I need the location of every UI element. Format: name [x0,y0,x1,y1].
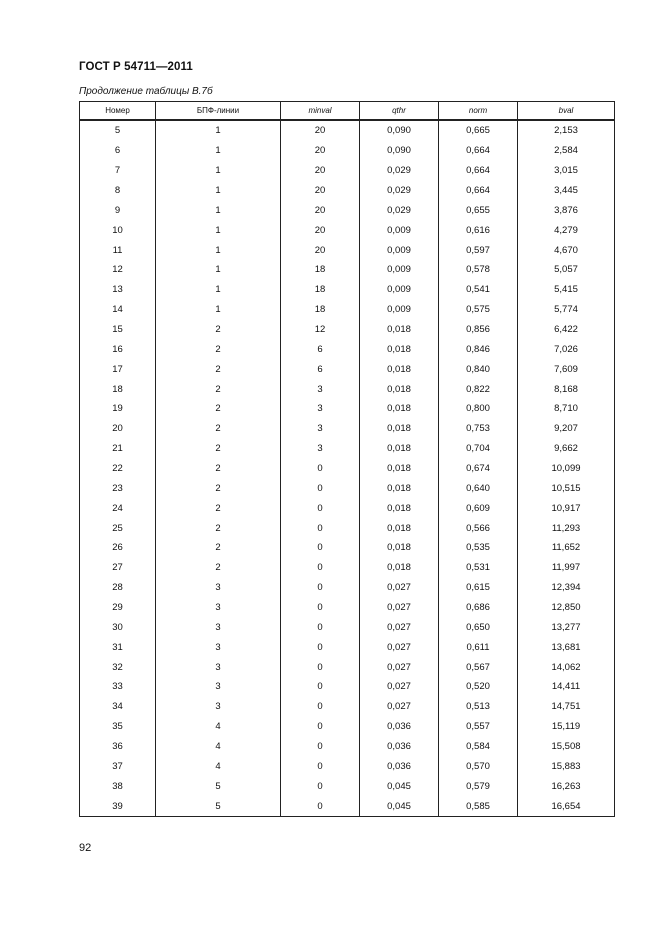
cell-norm: 0,520 [439,677,518,697]
table-row [80,677,615,697]
table-row [80,538,615,558]
cell-qthr: 0,090 [360,141,439,161]
cell-minval: 0 [281,677,360,697]
cell-qthr: 0,009 [360,300,439,320]
table-row [80,220,615,240]
cell-minval: 3 [281,419,360,439]
cell-qthr: 0,018 [360,558,439,578]
cell-qthr: 0,018 [360,339,439,359]
cell-bval: 15,883 [518,757,615,777]
table-row [80,399,615,419]
cell-fft-lines: 2 [156,399,281,419]
table-caption: Продолжение таблицы В.7б [79,86,213,97]
table-row [80,300,615,320]
cell-fft-lines: 4 [156,757,281,777]
column-header-fft-lines: БПФ-линии [156,102,281,121]
table-row [80,558,615,578]
cell-qthr: 0,018 [360,399,439,419]
cell-minval: 0 [281,498,360,518]
cell-norm: 0,840 [439,359,518,379]
cell-minval: 0 [281,459,360,479]
cell-number: 8 [80,181,156,201]
cell-fft-lines: 1 [156,161,281,181]
table-row [80,637,615,657]
cell-number: 24 [80,498,156,518]
cell-number: 18 [80,379,156,399]
table-row [80,459,615,479]
cell-fft-lines: 2 [156,498,281,518]
cell-qthr: 0,027 [360,697,439,717]
table-row [80,240,615,260]
cell-qthr: 0,027 [360,578,439,598]
cell-norm: 0,800 [439,399,518,419]
cell-qthr: 0,045 [360,796,439,816]
cell-bval: 4,670 [518,240,615,260]
table-row [80,280,615,300]
cell-fft-lines: 2 [156,558,281,578]
cell-qthr: 0,018 [360,359,439,379]
cell-norm: 0,615 [439,578,518,598]
table-row [80,617,615,637]
cell-qthr: 0,009 [360,280,439,300]
cell-number: 13 [80,280,156,300]
cell-number: 26 [80,538,156,558]
cell-norm: 0,566 [439,518,518,538]
cell-norm: 0,535 [439,538,518,558]
cell-bval: 15,508 [518,737,615,757]
cell-norm: 0,585 [439,796,518,816]
cell-qthr: 0,018 [360,459,439,479]
cell-number: 22 [80,459,156,479]
cell-fft-lines: 4 [156,717,281,737]
cell-minval: 0 [281,478,360,498]
cell-number: 25 [80,518,156,538]
table-body [80,120,615,817]
cell-minval: 18 [281,280,360,300]
cell-bval: 11,293 [518,518,615,538]
cell-bval: 5,774 [518,300,615,320]
cell-bval: 3,015 [518,161,615,181]
cell-norm: 0,513 [439,697,518,717]
cell-minval: 20 [281,161,360,181]
cell-norm: 0,655 [439,200,518,220]
cell-bval: 12,394 [518,578,615,598]
cell-qthr: 0,029 [360,200,439,220]
cell-minval: 20 [281,220,360,240]
table-row [80,757,615,777]
cell-bval: 10,099 [518,459,615,479]
cell-fft-lines: 3 [156,617,281,637]
cell-norm: 0,531 [439,558,518,578]
cell-minval: 0 [281,657,360,677]
cell-qthr: 0,090 [360,120,439,141]
column-header-norm: norm [439,102,518,121]
data-table [79,101,615,817]
cell-number: 7 [80,161,156,181]
cell-fft-lines: 2 [156,339,281,359]
cell-fft-lines: 1 [156,300,281,320]
cell-fft-lines: 3 [156,578,281,598]
cell-qthr: 0,018 [360,419,439,439]
cell-bval: 6,422 [518,320,615,340]
table-row [80,419,615,439]
cell-number: 23 [80,478,156,498]
cell-norm: 0,822 [439,379,518,399]
cell-fft-lines: 1 [156,181,281,201]
cell-qthr: 0,036 [360,757,439,777]
cell-number: 12 [80,260,156,280]
table-row [80,141,615,161]
cell-norm: 0,611 [439,637,518,657]
cell-bval: 11,652 [518,538,615,558]
cell-minval: 20 [281,141,360,161]
cell-qthr: 0,027 [360,637,439,657]
cell-norm: 0,665 [439,120,518,141]
column-header-number: Номер [80,102,156,121]
cell-norm: 0,846 [439,339,518,359]
cell-qthr: 0,027 [360,598,439,618]
cell-fft-lines: 5 [156,776,281,796]
cell-minval: 0 [281,637,360,657]
cell-qthr: 0,018 [360,320,439,340]
cell-norm: 0,570 [439,757,518,777]
cell-minval: 12 [281,320,360,340]
cell-norm: 0,753 [439,419,518,439]
cell-fft-lines: 3 [156,657,281,677]
cell-bval: 15,119 [518,717,615,737]
cell-number: 16 [80,339,156,359]
table-row [80,598,615,618]
cell-minval: 0 [281,578,360,598]
cell-bval: 2,584 [518,141,615,161]
cell-number: 30 [80,617,156,637]
table-row [80,359,615,379]
cell-minval: 0 [281,776,360,796]
table-row [80,776,615,796]
table-row [80,339,615,359]
cell-norm: 0,640 [439,478,518,498]
cell-fft-lines: 2 [156,478,281,498]
cell-fft-lines: 2 [156,459,281,479]
cell-qthr: 0,009 [360,240,439,260]
cell-norm: 0,578 [439,260,518,280]
cell-minval: 3 [281,439,360,459]
cell-number: 37 [80,757,156,777]
cell-norm: 0,597 [439,240,518,260]
cell-bval: 9,207 [518,419,615,439]
cell-qthr: 0,018 [360,498,439,518]
cell-minval: 0 [281,598,360,618]
cell-bval: 8,710 [518,399,615,419]
cell-norm: 0,856 [439,320,518,340]
cell-number: 20 [80,419,156,439]
cell-norm: 0,557 [439,717,518,737]
cell-number: 36 [80,737,156,757]
document-code: ГОСТ Р 54711—2011 [79,61,193,73]
cell-qthr: 0,036 [360,717,439,737]
cell-bval: 13,277 [518,617,615,637]
table-row [80,498,615,518]
cell-bval: 9,662 [518,439,615,459]
cell-fft-lines: 3 [156,637,281,657]
cell-bval: 2,153 [518,120,615,141]
cell-minval: 0 [281,717,360,737]
cell-number: 39 [80,796,156,816]
table-row [80,796,615,816]
cell-bval: 3,876 [518,200,615,220]
table-row [80,518,615,538]
cell-minval: 20 [281,120,360,141]
cell-qthr: 0,027 [360,677,439,697]
cell-number: 29 [80,598,156,618]
cell-norm: 0,650 [439,617,518,637]
column-header-bval: bval [518,102,615,121]
cell-number: 21 [80,439,156,459]
cell-minval: 0 [281,796,360,816]
cell-fft-lines: 5 [156,796,281,816]
cell-bval: 8,168 [518,379,615,399]
cell-minval: 3 [281,379,360,399]
table-row [80,578,615,598]
cell-qthr: 0,027 [360,657,439,677]
cell-norm: 0,704 [439,439,518,459]
cell-minval: 0 [281,757,360,777]
cell-qthr: 0,045 [360,776,439,796]
cell-bval: 5,415 [518,280,615,300]
cell-bval: 16,654 [518,796,615,816]
cell-norm: 0,616 [439,220,518,240]
cell-minval: 6 [281,359,360,379]
cell-number: 27 [80,558,156,578]
table-row [80,379,615,399]
cell-norm: 0,575 [439,300,518,320]
cell-number: 15 [80,320,156,340]
cell-norm: 0,664 [439,141,518,161]
cell-qthr: 0,009 [360,220,439,240]
cell-number: 38 [80,776,156,796]
cell-number: 34 [80,697,156,717]
cell-fft-lines: 1 [156,141,281,161]
cell-number: 6 [80,141,156,161]
cell-fft-lines: 3 [156,697,281,717]
cell-norm: 0,584 [439,737,518,757]
table-row [80,657,615,677]
cell-norm: 0,567 [439,657,518,677]
cell-minval: 0 [281,617,360,637]
cell-number: 17 [80,359,156,379]
table-row [80,320,615,340]
cell-bval: 14,751 [518,697,615,717]
table-row [80,478,615,498]
cell-qthr: 0,009 [360,260,439,280]
cell-number: 5 [80,120,156,141]
cell-fft-lines: 2 [156,518,281,538]
table-row [80,717,615,737]
cell-norm: 0,664 [439,161,518,181]
cell-minval: 18 [281,300,360,320]
cell-fft-lines: 2 [156,419,281,439]
cell-number: 11 [80,240,156,260]
cell-norm: 0,609 [439,498,518,518]
cell-qthr: 0,029 [360,181,439,201]
cell-norm: 0,674 [439,459,518,479]
cell-minval: 0 [281,518,360,538]
table-header-row [80,102,615,121]
cell-fft-lines: 2 [156,379,281,399]
column-header-minval: minval [281,102,360,121]
cell-minval: 18 [281,260,360,280]
cell-qthr: 0,018 [360,538,439,558]
table-row [80,260,615,280]
cell-bval: 14,411 [518,677,615,697]
column-header-qthr: qthr [360,102,439,121]
cell-fft-lines: 1 [156,200,281,220]
cell-bval: 7,609 [518,359,615,379]
cell-bval: 11,997 [518,558,615,578]
cell-norm: 0,686 [439,598,518,618]
cell-fft-lines: 1 [156,260,281,280]
cell-number: 32 [80,657,156,677]
cell-bval: 14,062 [518,657,615,677]
cell-bval: 13,681 [518,637,615,657]
table-row [80,697,615,717]
cell-minval: 20 [281,181,360,201]
cell-bval: 10,515 [518,478,615,498]
cell-fft-lines: 3 [156,677,281,697]
cell-norm: 0,579 [439,776,518,796]
cell-fft-lines: 1 [156,220,281,240]
table-row [80,200,615,220]
cell-fft-lines: 1 [156,120,281,141]
cell-fft-lines: 2 [156,439,281,459]
cell-qthr: 0,018 [360,439,439,459]
cell-fft-lines: 2 [156,320,281,340]
cell-minval: 0 [281,558,360,578]
table-row [80,120,615,141]
cell-bval: 3,445 [518,181,615,201]
cell-qthr: 0,018 [360,518,439,538]
table-row [80,181,615,201]
cell-number: 19 [80,399,156,419]
cell-minval: 0 [281,697,360,717]
cell-qthr: 0,027 [360,617,439,637]
table-row [80,439,615,459]
cell-qthr: 0,036 [360,737,439,757]
cell-number: 14 [80,300,156,320]
cell-minval: 3 [281,399,360,419]
cell-minval: 6 [281,339,360,359]
cell-number: 31 [80,637,156,657]
cell-fft-lines: 3 [156,598,281,618]
cell-fft-lines: 2 [156,359,281,379]
table-row [80,737,615,757]
cell-bval: 4,279 [518,220,615,240]
cell-minval: 20 [281,200,360,220]
cell-fft-lines: 1 [156,280,281,300]
cell-number: 28 [80,578,156,598]
cell-number: 35 [80,717,156,737]
cell-bval: 12,850 [518,598,615,618]
cell-minval: 20 [281,240,360,260]
cell-fft-lines: 4 [156,737,281,757]
cell-fft-lines: 1 [156,240,281,260]
cell-number: 33 [80,677,156,697]
page-number: 92 [79,842,92,854]
cell-minval: 0 [281,737,360,757]
cell-bval: 10,917 [518,498,615,518]
cell-bval: 16,263 [518,776,615,796]
cell-bval: 5,057 [518,260,615,280]
cell-number: 10 [80,220,156,240]
cell-minval: 0 [281,538,360,558]
cell-norm: 0,541 [439,280,518,300]
cell-norm: 0,664 [439,181,518,201]
cell-qthr: 0,029 [360,161,439,181]
cell-qthr: 0,018 [360,379,439,399]
cell-bval: 7,026 [518,339,615,359]
cell-qthr: 0,018 [360,478,439,498]
table-row [80,161,615,181]
cell-fft-lines: 2 [156,538,281,558]
cell-number: 9 [80,200,156,220]
